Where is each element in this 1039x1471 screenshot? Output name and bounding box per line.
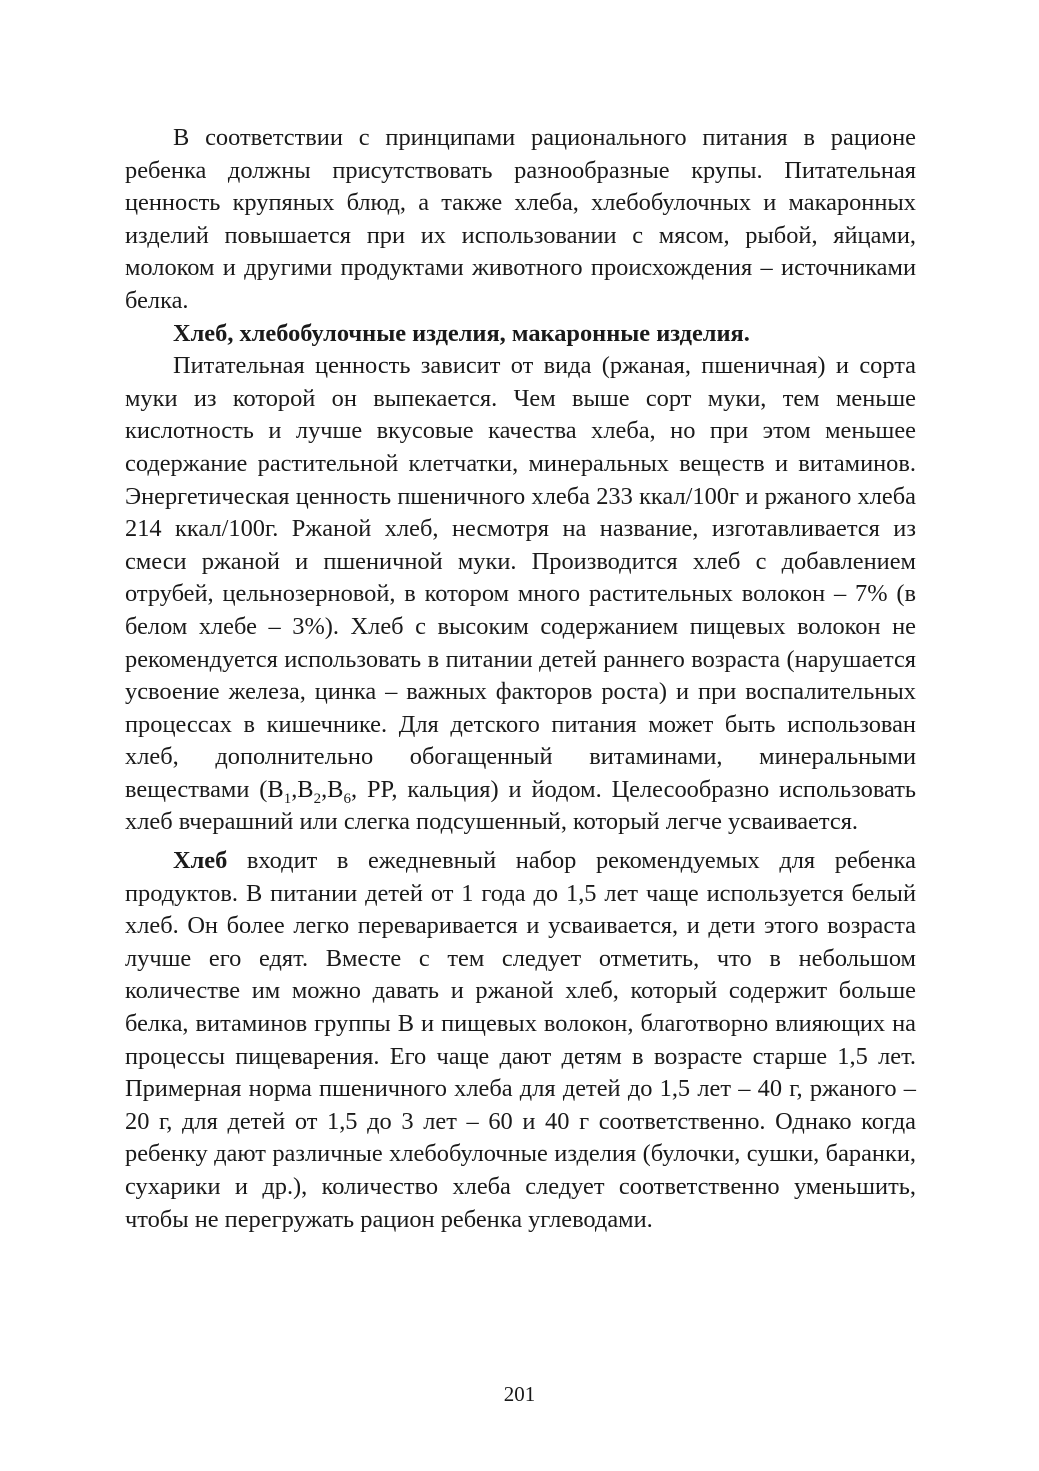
- page-body: [125, 122, 916, 1236]
- page-number: 201: [503, 1382, 536, 1406]
- section-heading: Хлеб, хлебобулочные изделия, макаронные изделия.: [173, 319, 750, 347]
- paragraph-bread-children: [125, 845, 916, 1236]
- vitamin-b6-subscript: 6: [343, 790, 351, 807]
- vitamin-separator: ,B: [321, 775, 344, 803]
- paragraph-intro: В соответствии с принципами рационального питания в рационе ребенка должны присутствовать разнообразные крупы. Питательная ценность крупяных блюд, а также хлеба, хлебобулочных и макаронных изделий повышается при их использовании с мясом, рыбой, яйцами, молоком и другими продуктами животного происхождения – источниками белка.: [125, 124, 916, 314]
- paragraph-bread-nutrition-part-1: Питательная ценность зависит от вида (ржаная, пшеничная) и сорта муки из которой он выпекается. Чем выше сорт муки, тем меньше кислотность и лучше вкусовые качества хлеба, но при этом меньшее содержание растительной клетчатки, минеральных веществ и витаминов. Энергетическая ценность пшеничного хлеба 233 ккал/100г и ржаного хлеба 214 ккал/100г. Ржаной хлеб, несмотря на название, изготавливается из смеси ржаной и пшеничной муки. Производится хлеб с добавлением отрубей, цельнозерновой, в котором много растительных волокон – 7% (в белом хлебе – 3%). Хлеб с высоким содержанием пищевых волокон не рекомендуется использовать в питании детей раннего возраста (нарушается усвоение железа, цинка – важных факторов роста) и при воспалительных процессах в кишечнике. Для детского питания может быть использован хлеб, дополнительно обогащенный витаминами, минеральными веществами (B: [125, 352, 916, 803]
- vitamin-b2-subscript: 2: [313, 790, 322, 807]
- paragraph-bread-nutrition-part-2: , PP, кальция) и йодом. Целесообразно использовать хлеб вчерашний или слегка подсушенный, который легче усваивается.: [125, 775, 916, 836]
- vitamin-b1-subscript: 1: [283, 790, 292, 807]
- paragraph-bread-nutrition: [125, 350, 916, 839]
- vitamin-separator: ,B: [291, 775, 314, 803]
- paragraph-bread-children-text: входит в ежедневный набор рекомендуемых для ребенка продуктов. В питании детей от 1 года до 1,5 лет чаще используется белый хлеб. Он более легко переваривается и усваивается, и дети этого возраста лучше его едят. Вместе с тем следует отметить, что в небольшом количестве им можно давать и ржаной хлеб, который содержит больше белка, витаминов группы В и пищевых волокон, благотворно влияющих на процессы пищеварения. Его чаще дают детям в возрасте старше 1,5 лет. Примерная норма пшеничного хлеба для детей до 1,5 лет – 40 г, ржаного – 20 г, для детей от 1,5 до 3 лет – 60 и 40 г соответственно. Однако когда ребенку дают различные хлебобулочные изделия (булочки, сушки, баранки, сухарики и др.), количество хлеба следует соответственно уменьшить, чтобы не перегружать рацион ребенка углеводами.: [125, 847, 916, 1233]
- paragraph-lead-term: Хлеб: [173, 847, 228, 875]
